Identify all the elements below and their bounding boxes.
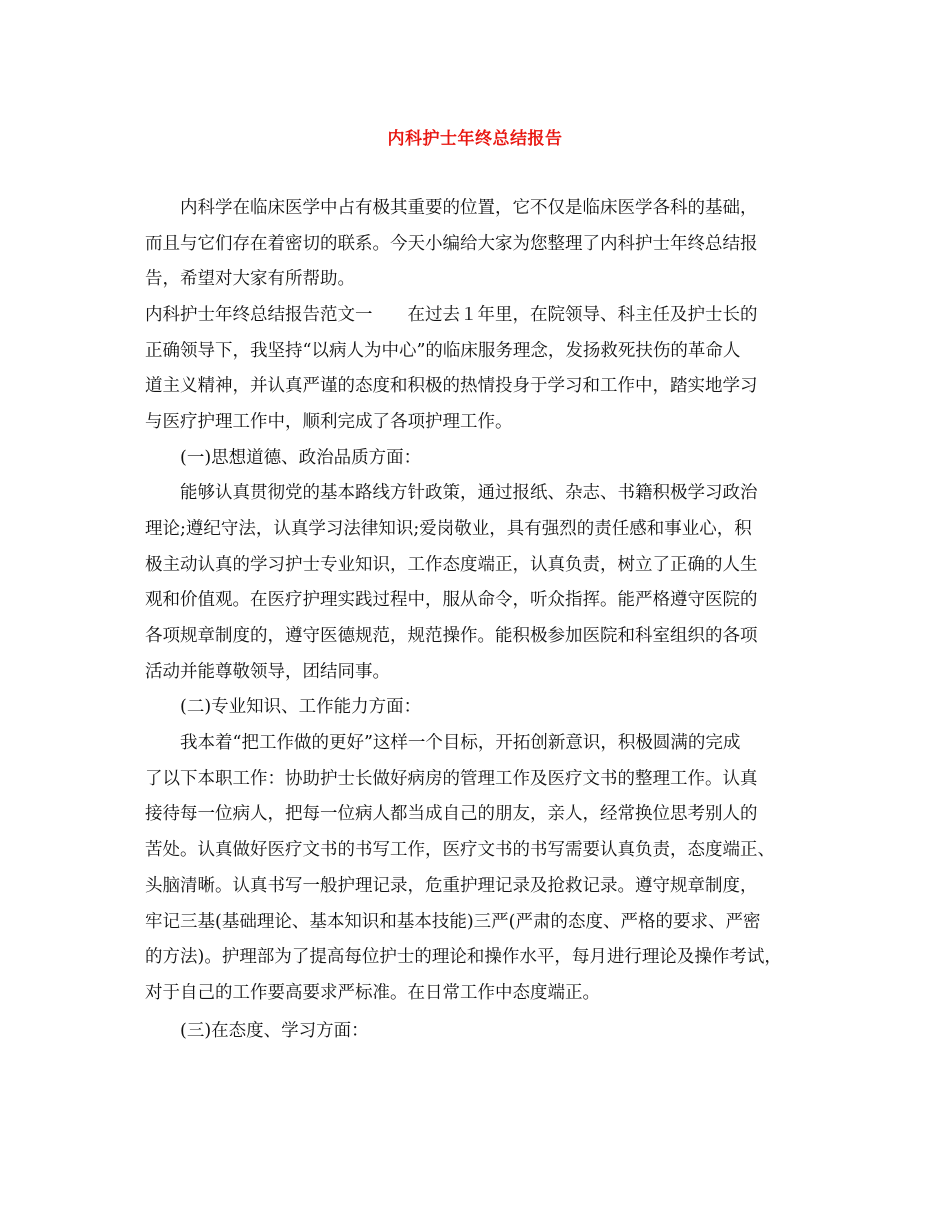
paragraph-line: 接待每一位病人，把每一位病人都当成自己的朋友，亲人，经常换位思考别人的 [145,804,758,824]
paragraph-line: 观和价值观。在医疗护理实践过程中，服从命令，听众指挥。能严格遵守医院的 [145,590,758,610]
subheading-2: (二)专业知识、工作能力方面： [180,697,422,717]
paragraph-line: 内科学在临床医学中占有极其重要的位置，它不仅是临床医学各科的基础， [180,198,758,218]
subheading-3: (三)在态度、学习方面： [180,1021,369,1041]
paragraph-line: 与医疗护理工作中，顺利完成了各项护理工作。 [145,412,513,432]
paragraph-line: 各项规章制度的，遵守医德规范，规范操作。能积极参加医院和科室组织的各项 [145,626,758,646]
paragraph-line: 极主动认真的学习护士专业知识，工作态度端正，认真负责，树立了正确的人生 [145,555,758,575]
paragraph-line: 理论;遵纪守法，认真学习法律知识;爱岗敬业，具有强烈的责任感和事业心，积 [145,519,752,539]
paragraph-line: 能够认真贯彻党的基本路线方针政策，通过报纸、杂志、书籍积极学习政治 [180,483,758,503]
paragraph-line: 对于自己的工作要高要求严标准。在日常工作中态度端正。 [145,983,600,1003]
paragraph-line: 活动并能尊敬领导，团结同事。 [145,662,390,682]
paragraph-line: 我本着“把工作做的更好”这样一个目标，开拓创新意识，积极圆满的完成 [180,733,741,753]
paragraph-line: 而且与它们存在着密切的联系。今天小编给大家为您整理了内科护士年终总结报 [145,234,758,254]
page-title: 内科护士年终总结报告 [387,129,563,149]
subheading-1: (一)思想道德、政治品质方面： [180,448,422,468]
paragraph-line: 告，希望对大家有所帮助。 [145,269,355,289]
paragraph-line: 苦处。认真做好医疗文书的书写工作，医疗文书的书写需要认真负责，态度端正、 [145,840,775,860]
paragraph-line: 头脑清晰。认真书写一般护理记录，危重护理记录及抢救记录。遵守规章制度， [145,876,758,896]
section-heading-line: 内科护士年终总结报告范文一 在过去１年里，在院领导、科主任及护士长的 [145,305,758,325]
paragraph-line: 牢记三基(基础理论、基本知识和基本技能)三严(严肃的态度、严格的要求、严密 [145,912,761,932]
paragraph-line: 正确领导下，我坚持“以病人为中心”的临床服务理念，发扬救死扶伤的革命人 [145,341,741,361]
paragraph-line: 的方法)。护理部为了提高每位护士的理论和操作水平，每月进行理论及操作考试， [145,947,782,967]
paragraph-line: 道主义精神，并认真严谨的态度和积极的热情投身于学习和工作中，踏实地学习 [145,376,758,396]
paragraph-line: 了以下本职工作：协助护士长做好病房的管理工作及医疗文书的整理工作。认真 [145,769,758,789]
